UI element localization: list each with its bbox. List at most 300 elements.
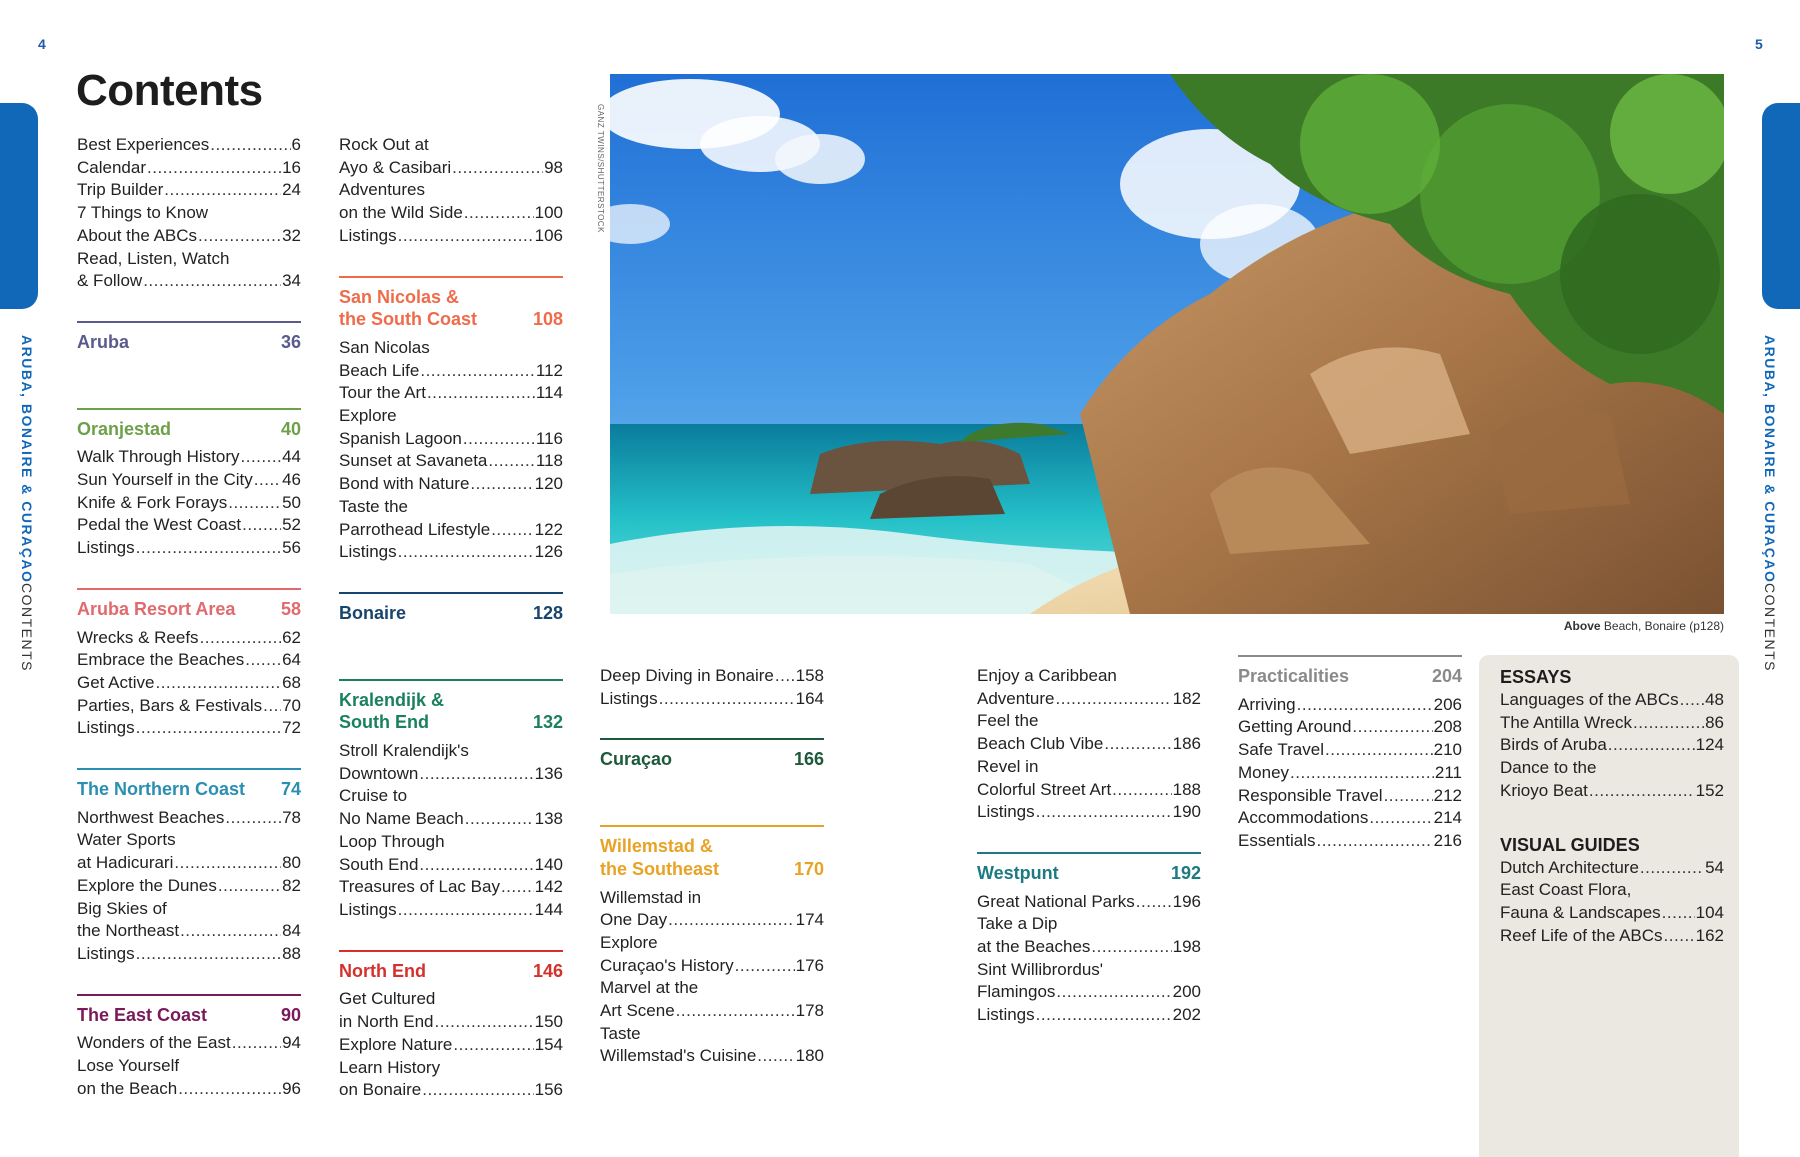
toc-entry-page: 62 xyxy=(282,627,301,647)
dot-leader xyxy=(1662,902,1695,925)
toc-entry[interactable] xyxy=(1500,780,1724,803)
toc-entry[interactable] xyxy=(339,519,563,542)
toc-entry-title: Responsible Travel xyxy=(1238,785,1383,805)
toc-entry[interactable] xyxy=(77,943,301,966)
chapter-tab-right xyxy=(1762,103,1800,309)
toc-entry[interactable] xyxy=(339,496,563,519)
toc-entry[interactable] xyxy=(600,887,824,910)
toc-entry-title: Great National Parks xyxy=(977,891,1135,911)
dot-leader xyxy=(242,514,281,537)
toc-entry-title: Flamingos xyxy=(977,982,1056,1002)
section-heading-aruba[interactable]: Aruba 36 xyxy=(77,321,301,354)
toc-entry-page: 96 xyxy=(282,1078,301,1098)
toc-entry-title: Knife & Fork Forays xyxy=(77,492,228,512)
toc-entry-page: 94 xyxy=(282,1033,301,1053)
toc-entry-page: 188 xyxy=(1172,779,1201,799)
toc-entry-page: 162 xyxy=(1695,925,1724,945)
toc-entry[interactable] xyxy=(77,829,301,852)
toc-entry[interactable] xyxy=(339,740,563,763)
dot-leader xyxy=(245,649,281,672)
dot-leader xyxy=(155,672,281,695)
toc-entry[interactable] xyxy=(77,469,301,492)
toc-entry[interactable] xyxy=(77,1032,301,1055)
dot-leader xyxy=(775,665,795,688)
dot-leader xyxy=(1136,891,1172,914)
section-heading-oranjestad[interactable]: Oranjestad 40 xyxy=(77,408,301,441)
dot-leader xyxy=(241,446,282,469)
toc-entry[interactable] xyxy=(77,695,301,718)
dot-leader xyxy=(1369,807,1432,830)
toc-entry-title: Languages of the ABCs xyxy=(1500,690,1679,709)
toc-entry-title: Cruise to xyxy=(339,786,408,806)
toc-entry-title: Get Active xyxy=(77,672,155,692)
toc-entry-title: Listings xyxy=(600,688,658,708)
toc-entry-title: Listings xyxy=(77,538,135,558)
toc-entry-title: Calendar xyxy=(77,157,146,177)
toc-column-5 xyxy=(1238,655,1462,853)
section-heading-resort-area[interactable]: Aruba Resort Area 58 xyxy=(77,588,301,621)
toc-entry-title: Krioyo Beat xyxy=(1500,780,1588,800)
toc-entry-title: Beach Club Vibe xyxy=(977,734,1104,754)
toc-entry[interactable] xyxy=(1238,830,1462,853)
toc-entry-page: 208 xyxy=(1433,717,1462,737)
toc-entry[interactable] xyxy=(77,875,301,898)
dot-leader xyxy=(735,955,795,978)
toc-entry-page: 126 xyxy=(534,542,563,562)
toc-entry[interactable] xyxy=(977,959,1201,982)
toc-entry-title: Explore xyxy=(600,932,658,952)
toc-entry[interactable] xyxy=(339,225,563,248)
dot-leader xyxy=(136,717,281,740)
toc-entry-title: & Follow xyxy=(77,271,143,291)
toc-entry-title: Taste the xyxy=(339,496,408,516)
dot-leader xyxy=(200,627,282,650)
toc-entry[interactable] xyxy=(339,899,563,922)
dot-leader xyxy=(676,1000,795,1023)
toc-entry[interactable] xyxy=(600,955,824,978)
dot-leader xyxy=(1036,1004,1172,1027)
toc-entry[interactable] xyxy=(339,157,563,180)
toc-entry-page: 206 xyxy=(1433,694,1462,714)
westpunt-list xyxy=(977,891,1201,1027)
dot-leader xyxy=(1104,733,1171,756)
toc-intro-list-2 xyxy=(339,134,563,248)
toc-entry-page: 106 xyxy=(534,225,563,245)
dot-leader xyxy=(452,157,543,180)
toc-entry[interactable] xyxy=(600,977,824,1000)
toc-entry-title: Water Sports xyxy=(77,830,176,850)
toc-entry-title: Tour the Art xyxy=(339,383,426,403)
toc-entry[interactable] xyxy=(977,891,1201,914)
dot-leader xyxy=(1056,688,1172,711)
toc-entry-title: the Northeast xyxy=(77,921,180,941)
dot-leader xyxy=(174,852,281,875)
toc-entry-title: Revel in xyxy=(977,756,1039,776)
toc-entry-title: Explore the Dunes xyxy=(77,875,217,895)
toc-entry[interactable] xyxy=(339,382,563,405)
toc-entry-title: Listings xyxy=(339,899,397,919)
toc-entry[interactable] xyxy=(600,932,824,955)
toc-entry[interactable] xyxy=(339,854,563,877)
toc-entry-title: Best Experiences xyxy=(77,135,210,154)
toc-entry[interactable] xyxy=(339,808,563,831)
chapter-tab-left xyxy=(0,103,38,309)
toc-entry[interactable] xyxy=(1238,694,1462,717)
toc-entry-title: Treasures of Lac Bay xyxy=(339,877,500,897)
toc-entry[interactable] xyxy=(1500,689,1724,712)
toc-entry[interactable] xyxy=(600,1045,824,1068)
toc-entry[interactable] xyxy=(77,446,301,469)
essays-heading: ESSAYS xyxy=(1500,667,1572,687)
toc-entry-title: Deep Diving in Bonaire xyxy=(600,666,774,685)
dot-leader xyxy=(419,854,533,877)
toc-entry[interactable] xyxy=(977,779,1201,802)
toc-entry-page: 140 xyxy=(534,854,563,874)
toc-entry-page: 174 xyxy=(795,910,824,930)
toc-entry[interactable] xyxy=(977,1004,1201,1027)
dot-leader xyxy=(464,202,534,225)
toc-entry[interactable] xyxy=(1238,716,1462,739)
toc-entry[interactable] xyxy=(1500,857,1724,880)
kralendijk-list xyxy=(339,740,563,922)
section-heading-east-coast[interactable]: The East Coast 90 xyxy=(77,994,301,1027)
toc-entry-title: Explore Nature xyxy=(339,1034,453,1054)
section-heading-willemstad[interactable]: Willemstad & the Southeast 170 xyxy=(600,825,824,880)
toc-entry[interactable] xyxy=(1238,739,1462,762)
toc-entry[interactable] xyxy=(1238,807,1462,830)
toc-entry[interactable] xyxy=(1500,902,1724,925)
northern-coast-list xyxy=(77,807,301,966)
toc-entry[interactable] xyxy=(77,157,301,180)
toc-entry-page: 70 xyxy=(282,695,301,715)
toc-entry-page: 80 xyxy=(282,853,301,873)
toc-entry-title: Parties, Bars & Festivals xyxy=(77,695,263,715)
toc-entry[interactable] xyxy=(339,360,563,383)
toc-entry-page: 6 xyxy=(291,135,301,154)
toc-entry-title: San Nicolas xyxy=(339,337,430,357)
toc-entry[interactable] xyxy=(77,270,301,293)
dot-leader xyxy=(178,1078,281,1101)
dot-leader xyxy=(398,225,534,248)
toc-entry[interactable] xyxy=(339,1057,563,1080)
toc-entry[interactable] xyxy=(600,1000,824,1023)
toc-entry[interactable] xyxy=(77,920,301,943)
toc-entry-page: 216 xyxy=(1433,830,1462,850)
toc-entry-title: Embrace the Beaches xyxy=(77,650,245,670)
toc-entry-page: 210 xyxy=(1433,740,1462,760)
toc-entry-title: Downtown xyxy=(339,763,419,783)
toc-entry[interactable] xyxy=(339,337,563,360)
toc-entry[interactable] xyxy=(1238,785,1462,808)
toc-entry-title: Willemstad's Cuisine xyxy=(600,1046,757,1066)
dot-leader xyxy=(1112,779,1171,802)
dot-leader xyxy=(232,1032,281,1055)
section-heading-san-nicolas[interactable]: San Nicolas & the South Coast 108 xyxy=(339,276,563,331)
toc-entry-title: Rock Out at xyxy=(339,135,429,154)
toc-entry-title: Get Cultured xyxy=(339,989,436,1009)
toc-entry-page: 112 xyxy=(535,360,563,380)
toc-entry[interactable] xyxy=(77,248,301,271)
toc-intro-list-3 xyxy=(600,665,824,710)
toc-entry[interactable] xyxy=(977,936,1201,959)
toc-entry-page: 144 xyxy=(534,899,563,919)
toc-entry-page: 211 xyxy=(1434,762,1462,782)
dot-leader xyxy=(1384,785,1433,808)
dot-leader xyxy=(1056,981,1171,1004)
toc-entry-page: 212 xyxy=(1433,785,1462,805)
toc-entry-title: Wrecks & Reefs xyxy=(77,627,199,647)
dot-leader xyxy=(427,382,535,405)
toc-entry-page: 34 xyxy=(282,271,301,291)
east-coast-list xyxy=(77,1032,301,1100)
toc-entry-page: 164 xyxy=(795,688,824,708)
toc-entry[interactable] xyxy=(77,514,301,537)
toc-entry-page: 178 xyxy=(795,1001,824,1021)
toc-entry-page: 138 xyxy=(534,809,563,829)
toc-entry[interactable] xyxy=(1500,879,1724,902)
dot-leader xyxy=(1664,925,1695,948)
dot-leader xyxy=(1608,734,1695,757)
toc-entry-title: Willemstad in xyxy=(600,887,702,907)
section-heading-northern-coast[interactable]: The Northern Coast 74 xyxy=(77,768,301,801)
toc-entry-title: Trip Builder xyxy=(77,180,164,200)
toc-entry-page: 142 xyxy=(534,877,563,897)
toc-entry-title: Essentials xyxy=(1238,830,1316,850)
toc-entry[interactable] xyxy=(977,665,1201,688)
toc-entry-title: Listings xyxy=(77,718,135,738)
toc-entry[interactable] xyxy=(977,756,1201,779)
toc-entry-title: Ayo & Casibari xyxy=(339,157,452,177)
beach-illustration xyxy=(610,74,1724,614)
toc-column-2 xyxy=(339,134,563,1102)
toc-entry[interactable] xyxy=(977,688,1201,711)
toc-entry-title: Read, Listen, Watch xyxy=(77,248,230,268)
toc-entry[interactable] xyxy=(600,665,824,688)
toc-entry-title: Reef Life of the ABCs xyxy=(1500,925,1663,945)
toc-entry-title: at Hadicurari xyxy=(77,853,174,873)
toc-entry-page: 118 xyxy=(535,451,563,471)
dot-leader xyxy=(1633,712,1704,735)
willemstad-list xyxy=(600,887,824,1069)
dot-leader xyxy=(435,1011,534,1034)
toc-entry-page: 176 xyxy=(795,955,824,975)
toc-entry-title: Pedal the West Coast xyxy=(77,515,242,535)
toc-entry-page: 202 xyxy=(1172,1005,1201,1025)
dot-leader xyxy=(210,134,290,157)
toc-entry[interactable] xyxy=(600,909,824,932)
toc-entry-title: Curaçao's History xyxy=(600,955,734,975)
dot-leader xyxy=(1589,780,1695,803)
toc-entry[interactable] xyxy=(977,733,1201,756)
toc-entry[interactable] xyxy=(339,785,563,808)
toc-entry-title: on the Wild Side xyxy=(339,203,463,223)
toc-entry-title: Dance to the xyxy=(1500,758,1597,778)
toc-entry-title: No Name Beach xyxy=(339,809,464,829)
toc-entry[interactable] xyxy=(1500,712,1724,735)
toc-entry[interactable] xyxy=(77,537,301,560)
toc-entry-title: Big Skies of xyxy=(77,898,167,918)
toc-entry[interactable] xyxy=(77,717,301,740)
toc-entry[interactable] xyxy=(339,763,563,786)
toc-entry[interactable] xyxy=(77,627,301,650)
toc-entry-title: One Day xyxy=(600,910,668,930)
toc-entry-page: 152 xyxy=(1695,780,1724,800)
toc-entry-title: Adventure xyxy=(977,688,1055,708)
dot-leader xyxy=(1036,801,1172,824)
toc-entry-title: Colorful Street Art xyxy=(977,779,1112,799)
toc-entry-page: 72 xyxy=(282,718,301,738)
toc-entry[interactable] xyxy=(77,1055,301,1078)
visual-guides-list xyxy=(1500,857,1724,948)
beach-photo xyxy=(610,74,1724,614)
toc-entry[interactable] xyxy=(600,1023,824,1046)
toc-entry[interactable] xyxy=(77,202,301,225)
toc-entry[interactable] xyxy=(77,225,301,248)
toc-entry-page: 200 xyxy=(1172,982,1201,1002)
toc-entry[interactable] xyxy=(1500,757,1724,780)
toc-entry-title: Sunset at Savaneta xyxy=(339,451,488,471)
section-heading-bonaire[interactable]: Bonaire 128 xyxy=(339,592,563,625)
section-heading-kralendijk[interactable]: Kralendijk & South End 132 xyxy=(339,679,563,734)
toc-entry[interactable] xyxy=(600,688,824,711)
toc-entry-title: Bond with Nature xyxy=(339,474,470,494)
toc-entry-title: Walk Through History xyxy=(77,447,240,467)
toc-entry-page: 24 xyxy=(282,180,301,200)
page-number-left: 4 xyxy=(38,36,46,52)
toc-entry-title: Sint Willibrordus' xyxy=(977,959,1104,979)
toc-entry[interactable] xyxy=(1500,925,1724,948)
toc-entry-page: 156 xyxy=(534,1080,563,1100)
dot-leader xyxy=(398,541,534,564)
toc-entry-title: Enjoy a Caribbean xyxy=(977,666,1117,685)
toc-entry-page: 56 xyxy=(282,538,301,558)
toc-entry-page: 68 xyxy=(282,672,301,692)
toc-entry[interactable] xyxy=(77,898,301,921)
toc-entry-title: Marvel at the xyxy=(600,978,699,998)
toc-entry[interactable] xyxy=(77,179,301,202)
toc-entry[interactable] xyxy=(339,428,563,451)
toc-entry[interactable] xyxy=(339,179,563,202)
toc-entry-page: 54 xyxy=(1705,857,1724,877)
toc-entry[interactable] xyxy=(339,134,563,157)
toc-entry[interactable] xyxy=(77,852,301,875)
toc-entry-title: Listings xyxy=(339,542,397,562)
dot-leader xyxy=(453,1034,533,1057)
toc-entry-page: 16 xyxy=(282,157,301,177)
toc-entry[interactable] xyxy=(77,1078,301,1101)
toc-entry[interactable] xyxy=(1500,734,1724,757)
toc-entry-title: Beach Life xyxy=(339,360,420,380)
toc-entry[interactable] xyxy=(77,649,301,672)
dot-leader xyxy=(147,157,281,180)
toc-entry-title: Listings xyxy=(977,1005,1035,1025)
toc-entry[interactable] xyxy=(339,876,563,899)
dot-leader xyxy=(488,450,535,473)
toc-entry[interactable] xyxy=(339,450,563,473)
dot-leader xyxy=(501,876,534,899)
toc-entry-title: at the Beaches xyxy=(977,937,1091,957)
dot-leader xyxy=(164,179,281,202)
section-heading-practicalities[interactable]: Practicalities 204 xyxy=(1238,655,1462,688)
section-heading-curacao[interactable]: Curaçao 166 xyxy=(600,738,824,771)
toc-entry-title: Sun Yourself in the City xyxy=(77,470,253,490)
toc-entry[interactable] xyxy=(977,801,1201,824)
toc-entry-page: 124 xyxy=(1695,735,1724,755)
toc-entry[interactable] xyxy=(339,202,563,225)
toc-entry-title: Take a Dip xyxy=(977,914,1058,934)
toc-entry[interactable] xyxy=(339,1034,563,1057)
essays-box xyxy=(1479,655,1739,1157)
toc-entry-page: 196 xyxy=(1172,891,1201,911)
dot-leader xyxy=(465,808,534,831)
toc-entry[interactable] xyxy=(339,1011,563,1034)
toc-entry[interactable] xyxy=(977,710,1201,733)
dot-leader xyxy=(1325,739,1433,762)
toc-entry[interactable] xyxy=(339,988,563,1011)
toc-entry-page: 100 xyxy=(534,203,563,223)
toc-entry-page: 86 xyxy=(1705,712,1724,732)
dot-leader xyxy=(143,270,281,293)
toc-entry-page: 82 xyxy=(282,875,301,895)
resort-area-list xyxy=(77,627,301,741)
toc-entry[interactable] xyxy=(339,541,563,564)
dot-leader xyxy=(136,537,281,560)
practicalities-list xyxy=(1238,694,1462,853)
dot-leader xyxy=(228,492,281,515)
dot-leader xyxy=(218,875,281,898)
section-heading-westpunt[interactable]: Westpunt 192 xyxy=(977,852,1201,885)
dot-leader xyxy=(1352,716,1432,739)
toc-entry[interactable] xyxy=(77,807,301,830)
toc-entry[interactable] xyxy=(977,913,1201,936)
dot-leader xyxy=(420,360,535,383)
toc-entry[interactable] xyxy=(77,672,301,695)
toc-entry[interactable] xyxy=(339,831,563,854)
toc-entry-page: 104 xyxy=(1695,902,1724,922)
toc-entry[interactable] xyxy=(77,492,301,515)
toc-entry[interactable] xyxy=(339,473,563,496)
photo-caption: Above Beach, Bonaire (p128) xyxy=(1563,619,1724,633)
page-title: Contents xyxy=(76,66,263,115)
toc-entry-page: 120 xyxy=(534,474,563,494)
toc-entry-title: Arriving xyxy=(1238,694,1296,714)
toc-entry[interactable] xyxy=(77,134,301,157)
dot-leader xyxy=(1290,762,1434,785)
toc-entry-title: Taste xyxy=(600,1023,641,1043)
toc-entry-title: Spanish Lagoon xyxy=(339,428,462,448)
section-heading-north-end[interactable]: North End 146 xyxy=(339,950,563,983)
toc-entry-page: 182 xyxy=(1172,688,1201,708)
dot-leader xyxy=(668,909,795,932)
toc-entry[interactable] xyxy=(977,981,1201,1004)
toc-entry[interactable] xyxy=(339,1079,563,1102)
toc-entry-title: Explore xyxy=(339,406,397,426)
dot-leader xyxy=(419,763,533,786)
dot-leader xyxy=(398,899,534,922)
toc-entry-title: Listings xyxy=(77,943,135,963)
toc-entry[interactable] xyxy=(339,405,563,428)
toc-entry-page: 64 xyxy=(282,650,301,670)
toc-entry-title: on the Beach xyxy=(77,1078,178,1098)
toc-entry-title: Feel the xyxy=(977,711,1039,731)
dot-leader xyxy=(1091,936,1171,959)
toc-entry[interactable] xyxy=(1238,762,1462,785)
toc-entry-page: 214 xyxy=(1433,808,1462,828)
toc-entry-page: 48 xyxy=(1705,690,1724,709)
toc-column-1 xyxy=(77,134,301,1101)
photo-credit: GANZ TWINS/SHUTTERSTOCK xyxy=(596,104,605,233)
toc-entry-title: Lose Yourself xyxy=(77,1056,180,1076)
